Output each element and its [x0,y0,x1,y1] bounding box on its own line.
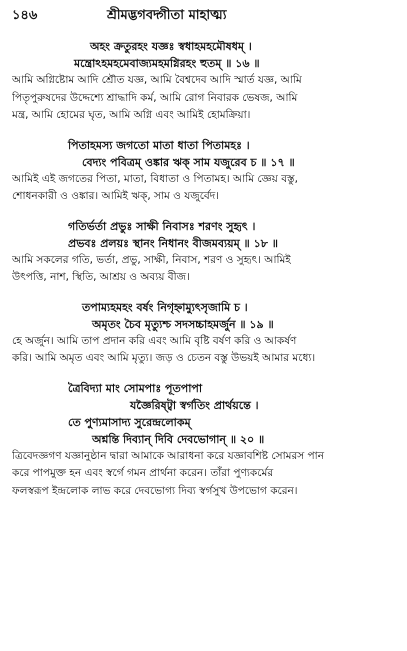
verse-section-16 [12,38,397,125]
translation-paragraph [12,333,397,368]
translation-paragraph [12,171,397,206]
verse-line: বেদ্যং পবিত্রম্ ওঙ্কার ঋক্ সাম যজুরেব চ ॥ ১৭ ॥ [82,155,295,169]
verse-line: তপাম্যহমহং বর্ষং নিগৃহ্নাম্যুৎসৃজামি চ । [82,300,248,314]
translation-line: করে পাপমুক্ত হন এবং স্বর্গে গমন প্রার্থনা করেন। তাঁরা পুণ্যকর্মের [12,467,274,479]
verse-section-20 [12,380,397,501]
verse-section-18 [12,218,397,287]
verse-line: মন্ত্রোঽহমহমেবাজ্যমহমগ্নিরহং হুতম্ ॥ ১৬ ॥ [74,57,260,70]
verse-line: ত্রৈবিদ্যা মাং সোমপাঃ পূতপাপা [68,381,203,395]
translation-line: হে অর্জুন। আমি তাপ প্রদান করি এবং আমি বৃষ্টি বর্ষণ করি ও আকর্ষণ [12,334,297,347]
translation-line: ফলস্বরূপ ইন্দ্রলোক লাভ করে দেবভোগ্য দিব্য স্বর্গসুখ উপভোগ করেন। [12,484,298,497]
translation-line: পিতৃপুরুষদের উদ্দেশ্যে শ্রাদ্ধাদি কর্ম, আমি রোগ নিবারক ভেষজ, আমি [12,91,298,104]
translation-paragraph [12,252,397,287]
translation-paragraph [12,72,397,125]
page-header [12,6,397,28]
verse-line: অশ্নন্তি দিব্যান্ দিবি দেবভোগান্ ॥ ২০ ॥ [92,432,265,446]
verse-line: প্রভবঃ প্রলয়ঃ স্থানং নিধানং বীজমব্যয়ম্ ॥ ১৮ ॥ [68,236,278,250]
translation-line: উৎপত্তি, নাশ, স্থিতি, আশ্রয় ও অব্যয় বীজ। [12,271,190,283]
translation-line: আমি অগ্নিষ্টোম আদি শ্রৌত যজ্ঞ, আমি বৈশ্বদেব আদি স্মার্ত যজ্ঞ, আমি [12,74,302,86]
translation-paragraph [12,448,397,501]
page-number: ১৪৬ [12,8,38,23]
verse-section-19 [12,299,397,368]
verse-line: তে পুণ্যমাসাদ্য সুরেন্দ্রলোকম্ [68,415,191,429]
translation-line: আমিই এই জগতের পিতা, মাতা, বিধাতা ও পিতামহ। আমি জ্ঞেয় বস্তু, [12,172,298,185]
verse-section-17 [12,137,397,206]
verse-line: অমৃতং চৈব মৃত্যুশ্চ সদসচ্চাহমর্জুন ॥ ১৯ ॥ [92,317,274,331]
verse-line: পিতাহমস্য জগতো মাতা ধাতা পিতামহঃ । [68,138,250,152]
translation-line: মন্ত্র, আমি হোমের ঘৃত, আমি অগ্নি এবং আমিই হোমক্রিয়া। [12,109,251,121]
translation-line: ত্রিবেদজ্ঞগণ যজ্ঞানুষ্ঠান দ্বারা আমাকে আরাধনা করে যজ্ঞাবশিষ্ট সোমরস পান [12,449,324,462]
running-title: শ্রীমদ্ভগবদ্গীতা মাহাত্ম্য [107,8,227,23]
verse-line: অহং ক্রতুরহং যজ্ঞঃ স্বধাহমহমৌষধম্ । [90,40,252,53]
translation-line: শোধনকারী ও ওঙ্কার। আমিই ঋক্, সাম ও যজুর্বেদ। [12,190,220,202]
translation-line: করি। আমি অমৃত এবং আমি মৃত্যু। জড় ও চেতন বস্তু উভয়ই আমার মধ্যে। [12,352,316,364]
verse-line: গতির্ভর্তা প্রভুঃ সাক্ষী নিবাসঃ শরণং সুহৃৎ । [68,219,256,233]
verse-line: যজ্ঞৈরিষ্ট্বা স্বর্গতিং প্রার্থয়ন্তে । [130,398,259,412]
translation-line: আমি সকলের গতি, ভর্তা, প্রভু, সাক্ষী, নিবাস, শরণ ও সুহৃৎ। আমিই [12,253,291,266]
